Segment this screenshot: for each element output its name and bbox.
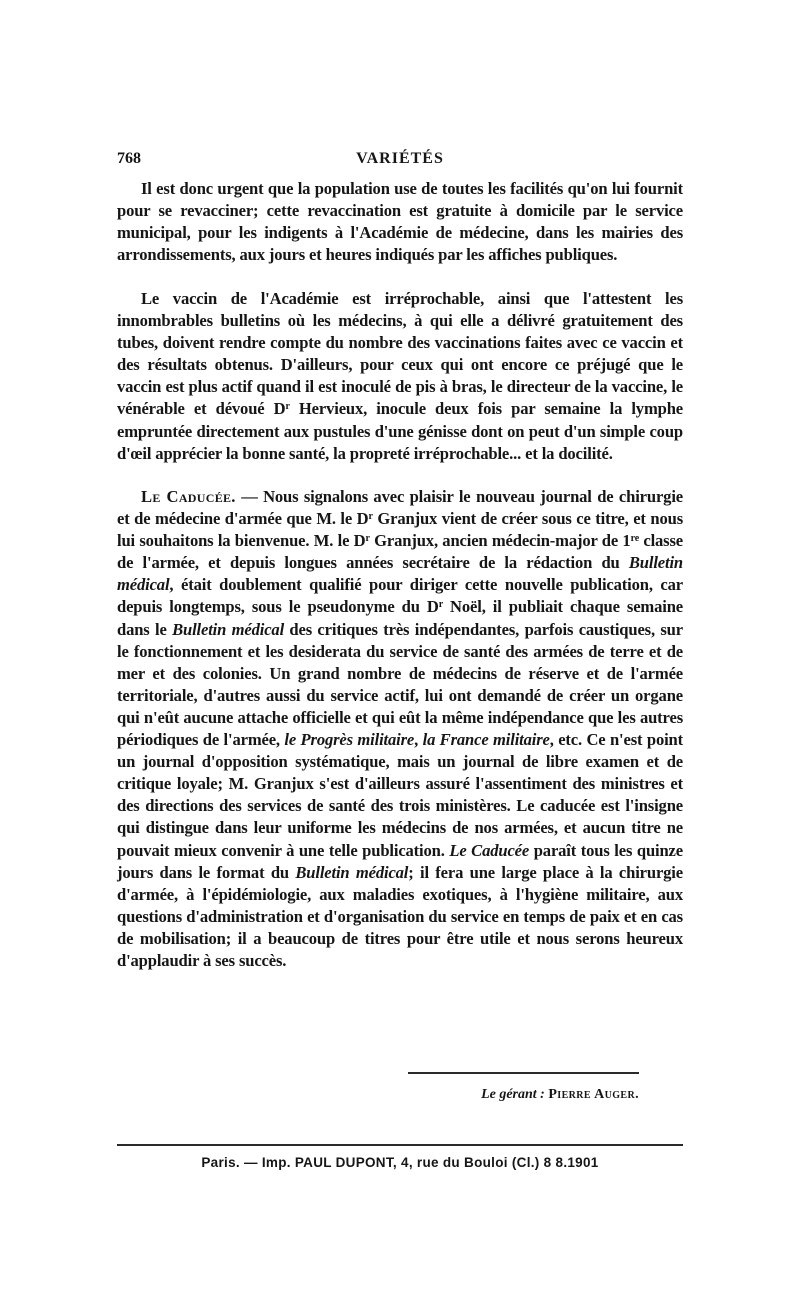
divider-rule xyxy=(408,1072,639,1074)
text-run: , xyxy=(414,730,423,750)
text-run: ; il fera une large place à la chirurgie d'armée, à l'épidémiologie, aux maladies exotiques, à l'hygiène militaire, aux questions d'administration et d'organisation du service en temps de paix et en cas de mobilisation; il a beaucoup de titres pour être utile et nous serons heureux d'applaudir à ses succès. xyxy=(117,862,683,970)
text-run: des critiques très indépendantes, parfois caustiques, sur le fonctionnement et les desiderata du service de santé des armées de terre et de mer et des colonies. Un grand nombre de médecins de réserve et de l'armée territoriale, d'autres aussi du service actif, lui ont demandé de créer un organe qui n'eût aucune attache officielle et qui eût la même indépendance que les autres périodiques de l'armée, xyxy=(117,619,683,750)
text-run: Granjux, ancien médecin-major de 1 xyxy=(369,531,631,551)
page-number: 768 xyxy=(117,150,141,167)
gerant-name: Pierre Auger. xyxy=(548,1087,639,1102)
text-run: paraît tous les quinze jours dans le format du xyxy=(117,840,683,882)
italic-title: Le Caducée xyxy=(449,840,530,860)
text-run: classe de l'armée, et depuis longues années secrétaire de la rédaction du xyxy=(117,531,684,573)
text-run: Nous signalons avec plaisir le nouveau journal de chirurgie et de médecine d'armée que M. le D xyxy=(117,487,683,529)
italic-title: Bulletin médical xyxy=(117,553,683,595)
italic-title: Bulletin médical xyxy=(295,862,409,882)
footer-rule xyxy=(117,1144,683,1146)
text-run: Le vaccin de l'Académie est irréprochable, ainsi que l'attestent les innombrables bulletins où les médecins, à qui elle a délivré gratuitement des tubes, doivent rendre compte du nombre des vaccinations faites avec ce vaccin et des résultats obtenus. D'ailleurs, pour ceux qui ont encore ce préjugé que le vaccin est plus actif quand il est inoculé de pis à bras, le directeur de la vaccine, le vénérable et dévoué D xyxy=(117,289,683,419)
superscript: r xyxy=(368,511,373,523)
printer-imprint: Paris. — Imp. PAUL DUPONT, 4, rue du Bouloi (Cl.) 8 8.1901 xyxy=(201,1155,599,1170)
paragraph-text xyxy=(117,288,683,465)
italic-title: Bulletin médical xyxy=(172,619,285,639)
text-run: Noël, il publiait chaque semaine dans le xyxy=(117,597,683,639)
paragraph-text: Il est donc urgent que la population use de toutes les facilités qu'on lui fournit pour se revacciner; cette revaccination est gratuite à domicile par le service municipal, pour les indigents à l'Académie de médecine, dans les mairies des arrondissements, aux jours et heures indiqués par les affiches publiques. xyxy=(117,179,683,265)
text-run: Hervieux, inocule deux fois par semaine la lymphe empruntée directement aux pustules d'une génisse dont on peut d'un simple coup d'œil apprécier la bonne santé, la propreté irréprochable... et la docilité. xyxy=(117,399,683,463)
paragraph-text xyxy=(117,486,683,972)
superscript: re xyxy=(630,533,639,545)
gerant-label: Le gérant : xyxy=(481,1087,545,1102)
running-head xyxy=(117,150,683,172)
italic-title: la France militaire xyxy=(422,730,550,750)
text-run: , etc. Ce n'est point un journal d'opposition systématique, mais un journal de libre examen et de critique loyale; M. Granjux s'est d'ailleurs assuré l'assentiment des ministres et des directions des services de santé des trois ministères. Le caducée est l'insigne qui distingue dans leur uniforme les médecins de nos armées, et aucun titre ne pouvait mieux convenir à une telle publication. xyxy=(117,730,684,860)
text-run: Granjux vient de créer sous ce titre, et nous lui souhaitons la bienvenue. M. le D xyxy=(117,509,684,551)
superscript: r xyxy=(365,533,370,545)
superscript: r xyxy=(438,599,443,611)
gerant-signature-line xyxy=(300,1087,639,1103)
text-run: , était doublement qualifié pour diriger cette nouvelle publication, car depuis longtemps, sous le pseudonyme du D xyxy=(117,575,683,617)
paragraph-le-caducee xyxy=(117,486,683,972)
paragraph-vaccin-academie xyxy=(117,288,683,465)
text-run: — xyxy=(235,487,264,506)
italic-title: le Progrès militaire xyxy=(284,730,415,750)
article-lead-in: Le Caducée. xyxy=(141,487,236,506)
section-title: VARIÉTÉS xyxy=(356,150,444,167)
paragraph-revaccination xyxy=(117,178,683,266)
superscript: r xyxy=(285,401,290,413)
